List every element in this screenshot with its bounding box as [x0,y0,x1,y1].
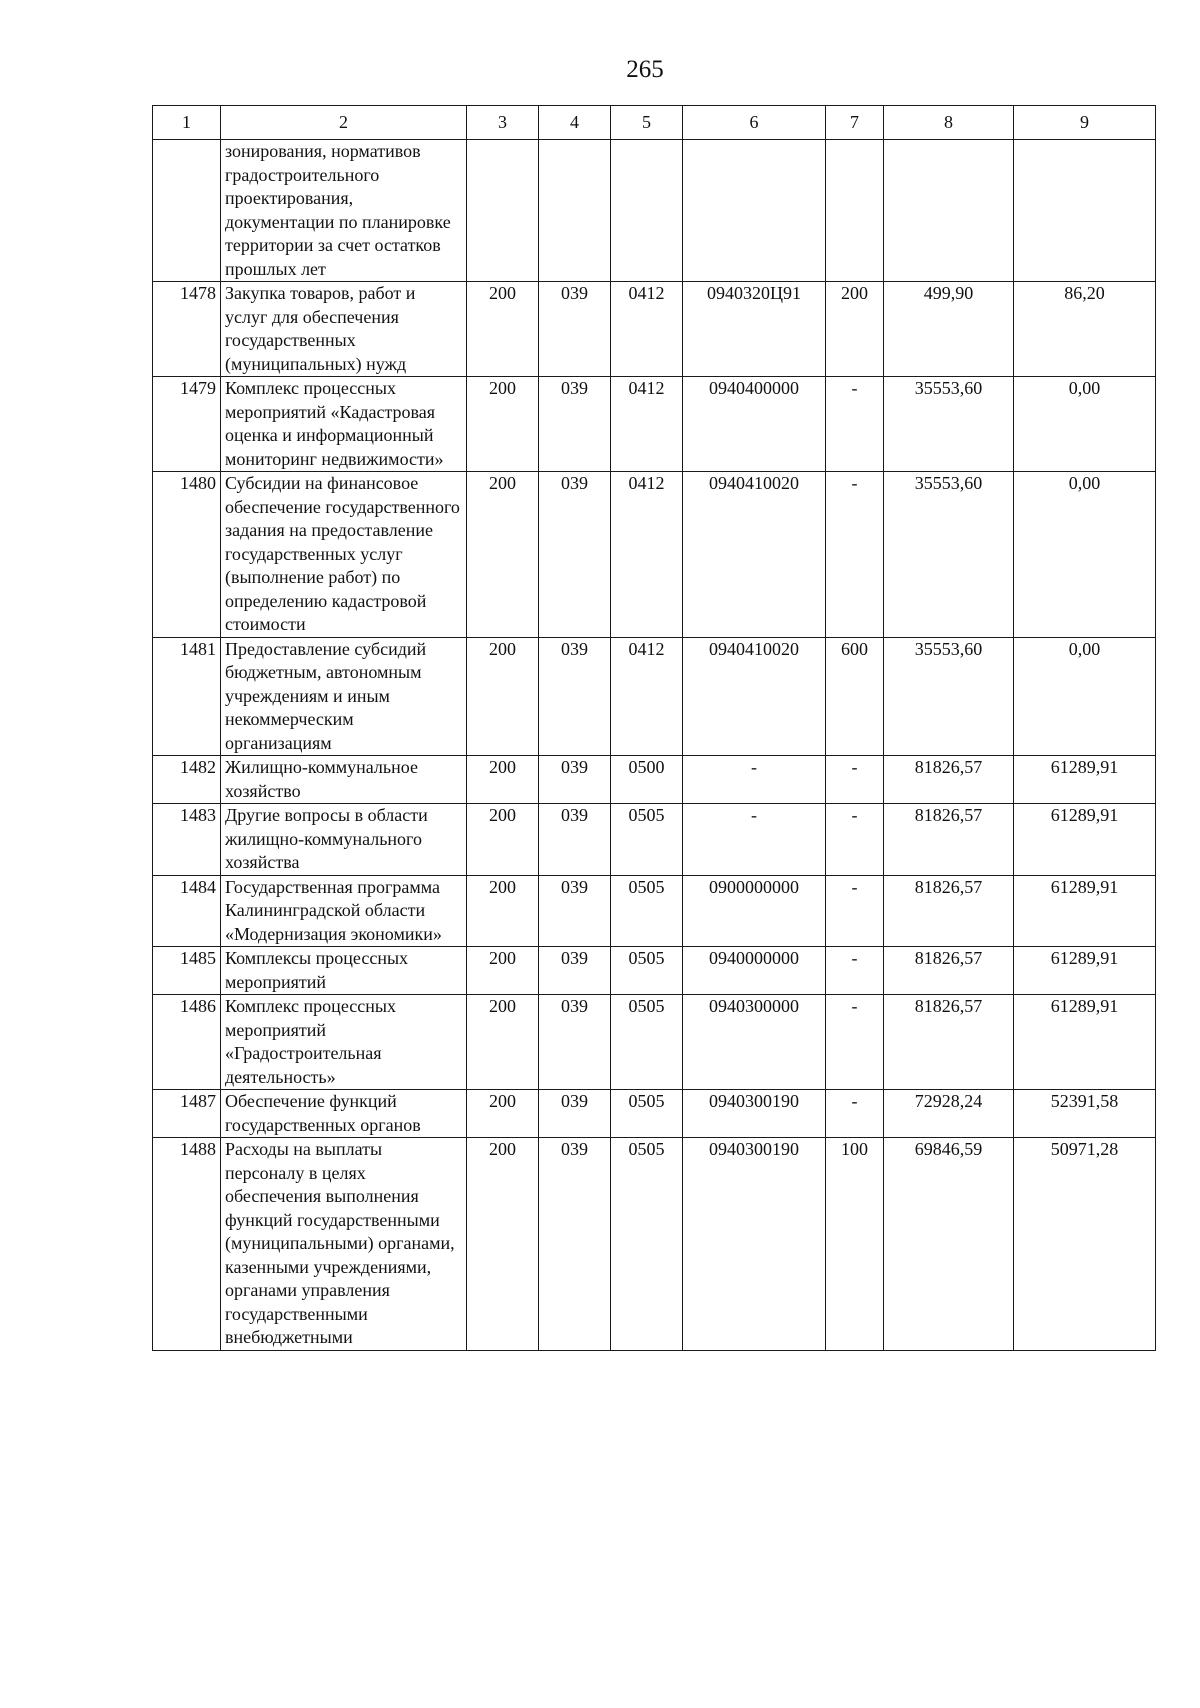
column-header: 5 [611,106,683,140]
cell-col8: 72928,24 [884,1090,1014,1138]
column-header: 2 [221,106,467,140]
cell-col7: - [826,377,884,472]
cell-col3: 200 [467,947,539,995]
table-row [153,947,1156,995]
row-number: 1481 [153,637,221,756]
cell-col6: 0900000000 [683,875,826,947]
cell-col6: - [683,804,826,876]
cell-col3: 200 [467,1090,539,1138]
cell-col5: 0412 [611,472,683,638]
column-header: 1 [153,106,221,140]
row-name: Субсидии на финансовое обеспечение государственного задания на предоставление государственных услуг (выполнение работ) по определению кадастровой стоимости [221,472,467,638]
cell-col4: 039 [539,472,611,638]
cell-col7: - [826,804,884,876]
cell-col7: - [826,756,884,804]
cell-col8: 81826,57 [884,947,1014,995]
cell-col5: 0412 [611,377,683,472]
row-number: 1478 [153,282,221,377]
cell-col9: 61289,91 [1014,756,1156,804]
cell-col6: 0940300190 [683,1090,826,1138]
cell-col8: 81826,57 [884,804,1014,876]
cell-col8: 35553,60 [884,637,1014,756]
cell-col7 [826,140,884,282]
cell-col5: 0500 [611,756,683,804]
cell-col8: 81826,57 [884,995,1014,1090]
cell-col6: 0940000000 [683,947,826,995]
cell-col3: 200 [467,472,539,638]
cell-col3: 200 [467,1138,539,1351]
cell-col6 [683,140,826,282]
table-row [153,875,1156,947]
cell-col3: 200 [467,875,539,947]
cell-col6: 0940300000 [683,995,826,1090]
budget-table [152,105,1156,1351]
column-header: 3 [467,106,539,140]
cell-col4: 039 [539,282,611,377]
cell-col9: 0,00 [1014,637,1156,756]
row-number: 1485 [153,947,221,995]
cell-col7: - [826,875,884,947]
row-name: Закупка товаров, работ и услуг для обеспечения государственных (муниципальных) нужд [221,282,467,377]
cell-col6: 0940300190 [683,1138,826,1351]
cell-col5: 0505 [611,1090,683,1138]
table-row [153,472,1156,638]
row-number: 1480 [153,472,221,638]
row-number: 1482 [153,756,221,804]
cell-col9: 0,00 [1014,472,1156,638]
row-name: Комплекс процессных мероприятий «Градостроительная деятельность» [221,995,467,1090]
cell-col5: 0505 [611,947,683,995]
column-header: 9 [1014,106,1156,140]
cell-col7: 100 [826,1138,884,1351]
cell-col4: 039 [539,377,611,472]
cell-col7: - [826,947,884,995]
row-name: Комплекс процессных мероприятий «Кадастровая оценка и информационный мониторинг недвижимости» [221,377,467,472]
cell-col6: 0940410020 [683,637,826,756]
table-row [153,377,1156,472]
cell-col4: 039 [539,947,611,995]
row-number: 1488 [153,1138,221,1351]
cell-col7: 600 [826,637,884,756]
cell-col5: 0505 [611,1138,683,1351]
table-row [153,637,1156,756]
cell-col7: - [826,995,884,1090]
table-row [153,804,1156,876]
cell-col3 [467,140,539,282]
table-row [153,282,1156,377]
cell-col8 [884,140,1014,282]
cell-col9 [1014,140,1156,282]
cell-col4: 039 [539,1090,611,1138]
cell-col9: 61289,91 [1014,995,1156,1090]
cell-col5: 0412 [611,637,683,756]
cell-col8: 35553,60 [884,472,1014,638]
table-row [153,995,1156,1090]
page-number: 265 [626,56,664,83]
cell-col9: 61289,91 [1014,875,1156,947]
cell-col7: 200 [826,282,884,377]
cell-col5: 0505 [611,995,683,1090]
column-header: 6 [683,106,826,140]
cell-col9: 50971,28 [1014,1138,1156,1351]
cell-col9: 61289,91 [1014,804,1156,876]
cell-col8: 69846,59 [884,1138,1014,1351]
cell-col4: 039 [539,637,611,756]
row-name: Предоставление субсидий бюджетным, автономным учреждениям и иным некоммерческим организациям [221,637,467,756]
row-number: 1486 [153,995,221,1090]
table-row [153,140,1156,282]
column-header: 7 [826,106,884,140]
cell-col5: 0505 [611,875,683,947]
cell-col6: - [683,756,826,804]
cell-col8: 35553,60 [884,377,1014,472]
cell-col4: 039 [539,756,611,804]
cell-col6: 0940400000 [683,377,826,472]
cell-col3: 200 [467,377,539,472]
cell-col3: 200 [467,282,539,377]
cell-col4 [539,140,611,282]
column-header: 8 [884,106,1014,140]
cell-col8: 81826,57 [884,875,1014,947]
cell-col4: 039 [539,995,611,1090]
row-name: Жилищно-коммунальное хозяйство [221,756,467,804]
cell-col7: - [826,472,884,638]
cell-col9: 86,20 [1014,282,1156,377]
row-number: 1483 [153,804,221,876]
cell-col5 [611,140,683,282]
cell-col5: 0412 [611,282,683,377]
cell-col8: 499,90 [884,282,1014,377]
cell-col7: - [826,1090,884,1138]
cell-col9: 52391,58 [1014,1090,1156,1138]
cell-col3: 200 [467,637,539,756]
cell-col4: 039 [539,804,611,876]
cell-col4: 039 [539,875,611,947]
header-row [153,106,1156,140]
row-name: Государственная программа Калининградской области «Модернизация экономики» [221,875,467,947]
cell-col8: 81826,57 [884,756,1014,804]
cell-col6: 0940410020 [683,472,826,638]
cell-col5: 0505 [611,804,683,876]
cell-col9: 0,00 [1014,377,1156,472]
cell-col3: 200 [467,804,539,876]
column-header: 4 [539,106,611,140]
cell-col6: 0940320Ц91 [683,282,826,377]
row-name: Другие вопросы в области жилищно-коммунального хозяйства [221,804,467,876]
row-name: Комплексы процессных мероприятий [221,947,467,995]
row-name: зонирования, нормативов градостроительного проектирования, документации по планировке территории за счет остатков прошлых лет [221,140,467,282]
cell-col3: 200 [467,756,539,804]
row-number [153,140,221,282]
row-name: Обеспечение функций государственных органов [221,1090,467,1138]
cell-col4: 039 [539,1138,611,1351]
table-row [153,756,1156,804]
table-row [153,1138,1156,1351]
row-number: 1487 [153,1090,221,1138]
row-name: Расходы на выплаты персоналу в целях обеспечения выполнения функций государственными (муниципальными) органами, казенными учреждениями, органами управления государственными внебюджетными [221,1138,467,1351]
row-number: 1484 [153,875,221,947]
row-number: 1479 [153,377,221,472]
table-row [153,1090,1156,1138]
cell-col3: 200 [467,995,539,1090]
cell-col9: 61289,91 [1014,947,1156,995]
